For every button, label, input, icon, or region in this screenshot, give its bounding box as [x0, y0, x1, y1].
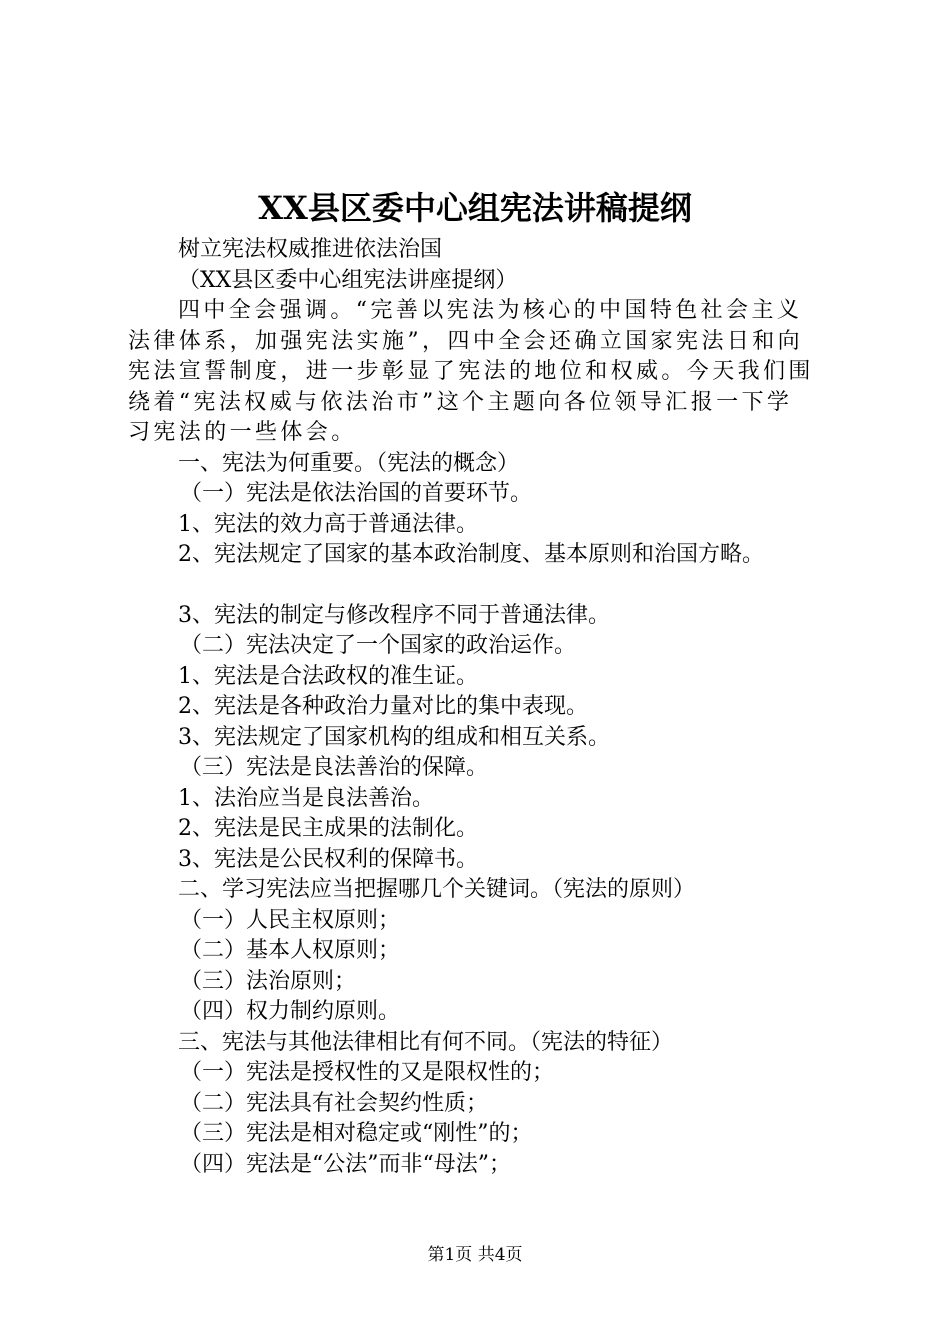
section-heading: 二、学习宪法应当把握哪几个关键词。（宪法的原则）: [178, 877, 696, 902]
list-item: 3、宪法规定了国家机构的组成和相互关系。: [178, 724, 610, 750]
list-item: 3、宪法的制定与修改程序不同于普通法律。: [178, 602, 610, 628]
intro-line: 四中全会强调。“完善以宪法为核心的中国特色社会主义: [178, 298, 803, 323]
subtitle-note: （XX县区委中心组宪法讲座提纲）: [178, 267, 518, 293]
list-item: 2、宪法是各种政治力量对比的集中表现。: [178, 694, 588, 719]
subsection-heading: （二）宪法决定了一个国家的政治运作。: [180, 633, 577, 658]
document-title: XX县区委中心组宪法讲稿提纲: [258, 189, 692, 227]
list-item: 2、宪法是民主成果的法制化。: [178, 816, 478, 841]
list-item: 1、宪法的效力高于普通法律。: [178, 511, 478, 537]
section-heading: 一、宪法为何重要。（宪法的概念）: [178, 450, 520, 476]
page-indicator: 第1页 共4页: [427, 1245, 523, 1265]
subsection-heading: （三）宪法是良法善治的保障。: [180, 755, 489, 780]
section-heading: 三、宪法与其他法律相比有何不同。（宪法的特征）: [178, 1029, 674, 1055]
list-item: （一）宪法是授权性的又是限权性的；: [180, 1060, 555, 1085]
intro-line: 法律体系，加强宪法实施”，四中全会还确立国家宪法日和向: [128, 328, 804, 354]
intro-line: 习宪法的一些体会。: [128, 420, 357, 445]
subsection-heading: （一）宪法是依法治国的首要环节。: [180, 481, 533, 506]
subtitle: 树立宪法权威推进依法治国: [178, 237, 443, 262]
list-item: （三）法治原则；: [180, 968, 357, 994]
document-body: [128, 235, 848, 1180]
list-item: （一）人民主权原则；: [180, 907, 401, 933]
list-item: 3、宪法是公民权利的保障书。: [178, 846, 478, 872]
list-item: 2、宪法规定了国家的基本政治制度、基本原则和治国方略。: [178, 542, 764, 567]
list-item: （四）权力制约原则。: [180, 999, 401, 1024]
list-item: 1、法治应当是良法善治。: [178, 785, 434, 811]
list-item: （四）宪法是“公法”而非“母法”；: [180, 1151, 511, 1177]
intro-line: 绕着“宪法权威与依法治市”这个主题向各位领导汇报一下学: [128, 389, 793, 415]
list-item: （二）基本人权原则；: [180, 938, 401, 963]
intro-line: 宪法宣誓制度，进一步彰显了宪法的地位和权威。今天我们围: [128, 359, 814, 384]
list-item: （二）宪法具有社会契约性质；: [180, 1090, 489, 1116]
list-item: （三）宪法是相对稳定或“刚性”的；: [180, 1121, 533, 1146]
paragraph-gap: [128, 571, 848, 601]
list-item: 1、宪法是合法政权的准生证。: [178, 663, 478, 689]
